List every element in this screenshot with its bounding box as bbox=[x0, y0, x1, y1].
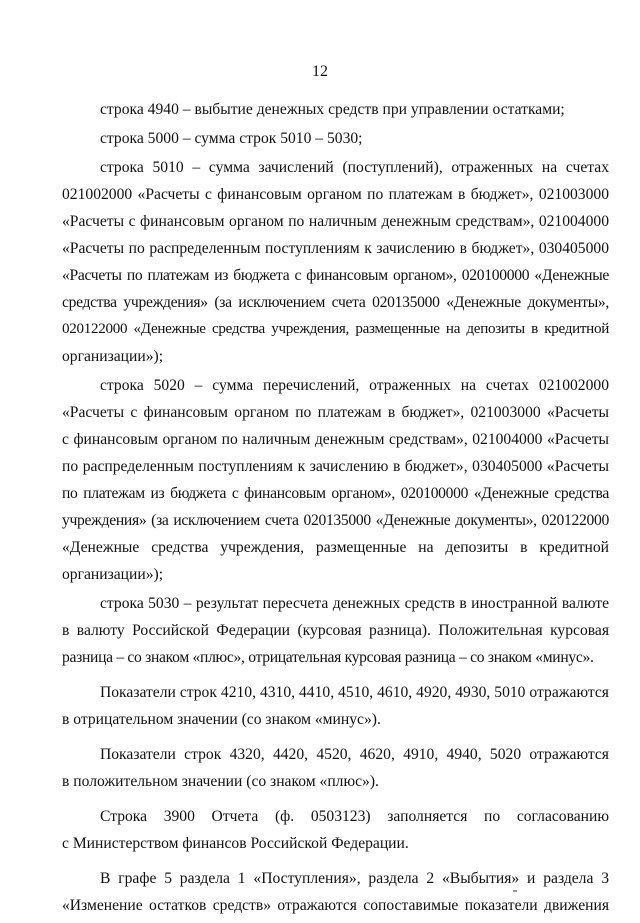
text-line: В графе 5 раздела 1 «Поступления», раздела 2 «Выбытия» и раздела 3 bbox=[100, 870, 609, 887]
document-body bbox=[62, 96, 609, 919]
paragraph-line-5010 bbox=[62, 154, 609, 370]
scan-artifact bbox=[513, 890, 517, 892]
text-line: в положительном значении (со знаком «плюс»). bbox=[62, 773, 379, 790]
paragraph-negative-values bbox=[62, 679, 609, 733]
text-line: Строка 3900 Отчета (ф. 0503123) заполняется по согласованию bbox=[100, 808, 609, 825]
text-line: с Министерством финансов Российской Федерации. bbox=[62, 835, 409, 852]
text-line: Показатели строк 4320, 4420, 4520, 4620, 4910, 4940, 5020 отражаются bbox=[100, 746, 609, 763]
text-line: по платежам из бюджета с финансовым органом», 020100000 «Денежные средства bbox=[62, 485, 609, 502]
text-line: учреждения» (за исключением счета 020135000 «Денежные документы», 020122000 bbox=[62, 512, 609, 529]
paragraph-column-5 bbox=[62, 865, 609, 919]
text-line: строка 5030 – результат пересчета денежных средств в иностранной валюте bbox=[100, 595, 609, 612]
page-number: 12 bbox=[312, 63, 328, 80]
text-line: по распределенным поступлениям к зачислению в бюджет», 030405000 «Расчеты bbox=[62, 458, 609, 475]
paragraph-positive-values bbox=[62, 741, 609, 795]
text-line: с финансовым органом по наличным денежным средствам», 021004000 «Расчеты bbox=[62, 431, 609, 448]
text-line: «Расчеты по платежам из бюджета с финансовым органом», 020100000 «Денежные bbox=[62, 267, 609, 284]
text-line: в валюту Российской Федерации (курсовая разница). Положительная курсовая bbox=[62, 622, 609, 639]
text-line: строка 5020 – сумма перечислений, отраженных на счетах 021002000 bbox=[100, 377, 609, 394]
text-line: строка 5000 – сумма строк 5010 – 5030; bbox=[100, 130, 363, 147]
text-line: 021002000 «Расчеты с финансовым органом по платежам в бюджет», 021003000 bbox=[62, 186, 609, 203]
text-line: «Денежные средства учреждения, размещенные на депозиты в кредитной bbox=[62, 539, 609, 556]
text-line: «Расчеты по распределенным поступлениям к зачислению в бюджет», 030405000 bbox=[62, 240, 609, 257]
text-line: «Изменение остатков средств» отражаются сопоставимые показатели движения bbox=[62, 897, 609, 914]
text-line: строка 5010 – сумма зачислений (поступлений), отраженных на счетах bbox=[100, 159, 609, 176]
paragraph-line-3900 bbox=[62, 803, 609, 857]
text-line: разница – со знаком «плюс», отрицательная курсовая разница – со знаком «минус». bbox=[62, 649, 594, 666]
text-line: организации»); bbox=[62, 566, 164, 583]
paragraph-line-5020 bbox=[62, 372, 609, 588]
paragraph-line-4940 bbox=[62, 96, 609, 123]
text-line: Показатели строк 4210, 4310, 4410, 4510, 4610, 4920, 4930, 5010 отражаются bbox=[100, 684, 609, 701]
text-line: средства учреждения» (за исключением счета 020135000 «Денежные документы», bbox=[62, 294, 609, 311]
text-line: в отрицательном значении (со знаком «минус»). bbox=[62, 711, 381, 728]
text-line: «Расчеты с финансовым органом по наличным денежным средствам», 021004000 bbox=[62, 213, 609, 230]
text-line: организации»); bbox=[62, 348, 164, 365]
paragraph-line-5000 bbox=[62, 125, 609, 152]
text-line: «Расчеты с финансовым органом по платежам в бюджет», 021003000 «Расчеты bbox=[62, 404, 609, 421]
text-line: строка 4940 – выбытие денежных средств при управлении остатками; bbox=[100, 101, 565, 118]
paragraph-line-5030 bbox=[62, 590, 609, 671]
text-line: 020122000 «Денежные средства учреждения, размещенные на депозиты в кредитной bbox=[62, 321, 609, 337]
